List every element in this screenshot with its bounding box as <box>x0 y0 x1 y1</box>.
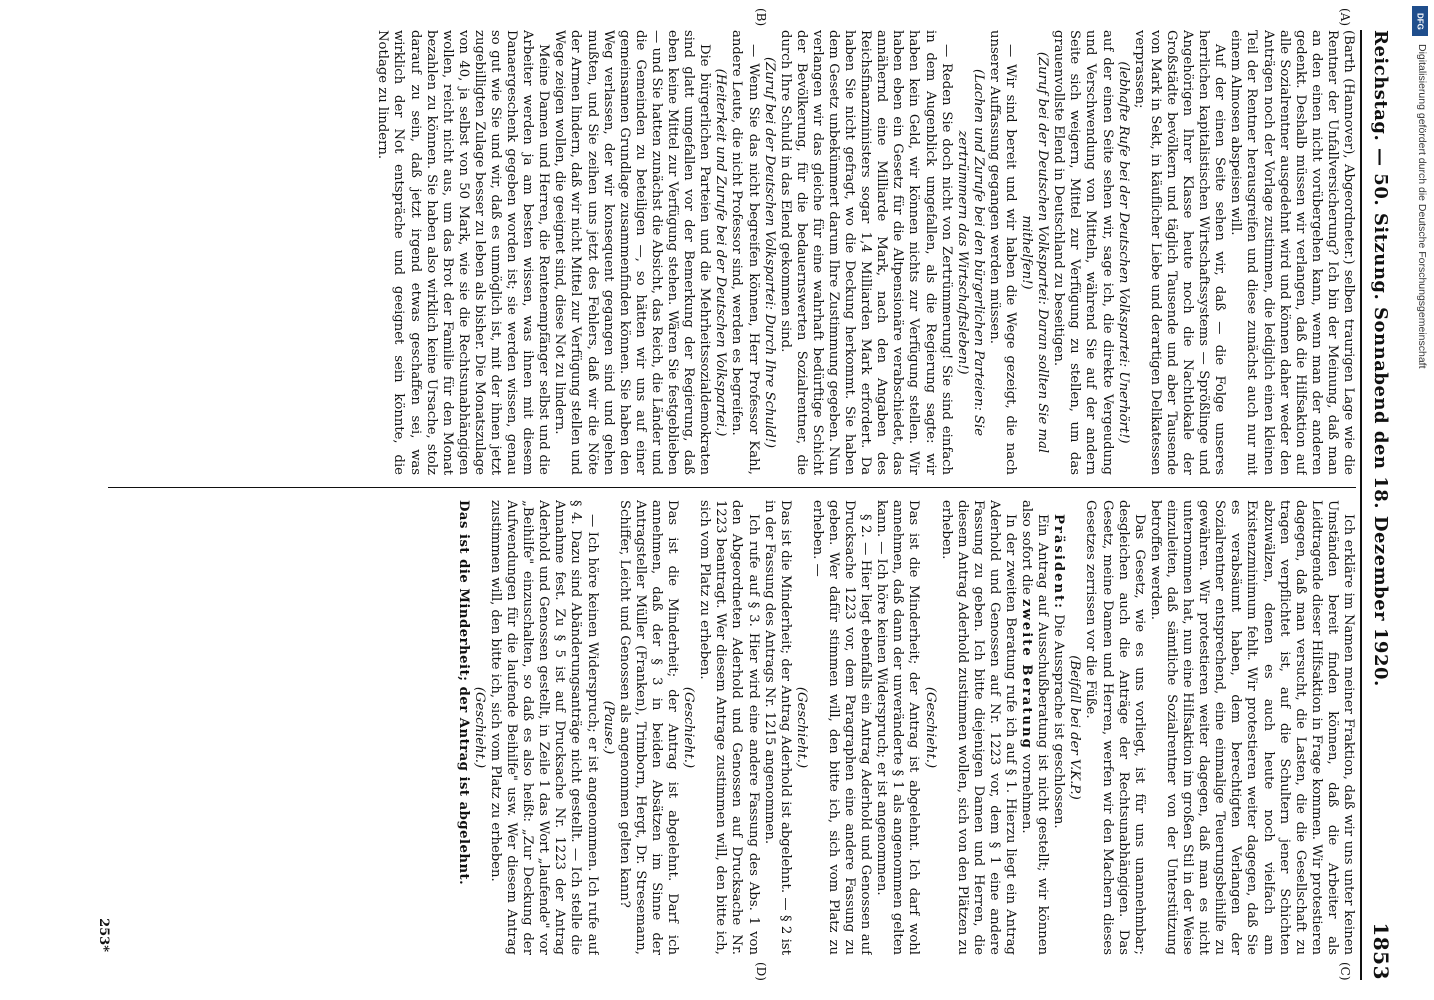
left-column <box>98 30 1356 475</box>
page-title: Reichstag. — 50. Sitzung. Sonnabend den 18. Dezember 1920. <box>1370 30 1392 687</box>
left-paragraph-8: Meine Damen und Herren, die Rentenempfänger selbst und die Arbeiter werden ja am besten wissen, was ihnen mit diesem Danaergeschenk gegeben worden ist; sie werden wissen, genau so gut wie Sie und wir, daß es unmöglich ist, mit der ihnen jetzt zugebilligten Zulage besser zu leben als bisher. Die Monatszulage von 40, ja selbst von 50 Mark, wie sie die Rechtsunabhängigen wollen, reicht nicht aus, um das Brot der Familie für den Monat bezahlen zu können. Sie haben also wirklich keine Ursache, stolz darauf zu sein, daß jetzt irgend etwas geschaffen sei, was wirklich der Not entspräche und geeignet sein könnte, die Notlage zu lindern. <box>375 30 552 475</box>
second-reading-intro: Ein Antrag auf Ausschußberatung ist nicht gestellt; wir können also sofort die <box>1019 500 1051 955</box>
right-interjection-3: (Geschieht.) <box>793 686 809 769</box>
right-paragraph-1: Ich erkläre im Namen meiner Fraktion, daß wir uns unter keinen Umständen bereit finden können, daß die Arbeiter als Leidtragende dieser Hilfsaktion in Frage kommen. Wir protestieren dagegen, daß man versucht, die Lasten, die die Gesellschaft zu tragen verpflichtet ist, auf die Schultern jener Schichten abzuwälzen, denen es auch heute noch vielfach am Existenzminimum fehlt. Wir protestieren weiter dagegen, daß Sie es verabsäumt haben, dem berechtigten Verlangen der Sozialrentner entsprechend, eine einmalige Teuerungsbeihilfe zu gewähren. Wir protestieren weiter dagegen, daß man es nicht unternommen hat, nun eine Hilfsaktion im großen Stil in der Weise einzuleiten, daß sämtliche Sozialrentner von der Unterstützung betroffen werden. <box>1147 500 1356 955</box>
margin-marker-a: (A) <box>1338 8 1352 27</box>
president-label: Präsident: <box>1051 514 1067 611</box>
right-paragraph-6: § 2. — Hier liegt ebenfalls ein Antrag Aderhold und Genossen auf Drucksache 1223 vor, dem Paragraphen eine andere Fassung zu geben. Wer dafür stimmen will, den bitte ich, sich vom Platz zu erheben. — <box>809 500 874 955</box>
left-interjection-3: (Lachen und Zurufe bei den bürgerlichen Parteien: Sie zertrümmern das Wirtschaftsleben!) <box>954 68 986 437</box>
right-paragraph-11 <box>455 500 471 955</box>
left-paragraph-2: Auf der einen Seite sehen wir, daß — die Folge unseres herrlichen kapitalistischen Wirtschaftssystems — Sprößlinge und Angehörigen Ihrer Klasse heute noch die Nachtlokale der Großstädte bevölkern und täglich Tausende und aber Tausende von Mark in Sekt, in käuflicher Liebe und derartigen Delikatessen verprassen; <box>1131 30 1228 475</box>
header-rule <box>1360 30 1362 980</box>
digitization-strip <box>1408 0 1434 1000</box>
left-paragraph-5: — Reden Sie doch nicht von Zertrümmerung! Sie sind einfach in dem Augenblick umgefallen, als die Regierung sagte: wir haben kein Geld, wir können nichts zur Verfügung stellen. Wir haben eben ein Gesetz für die Altpensionäre verabschiedet, das annähernd eine Milliarde Mark, nach den Angaben des Reichsfinanzministers sogar 1,4 Milliarden Mark erfordert. Da haben Sie nicht gefragt, wo die Deckung herkommt. Sie haben dem Gesetz unbekümmert darum Ihre Zustimmung gegeben. Nun verlangen wir das gleiche für eine wahrhaft bedürftige Schicht der Bevölkerung, für die bedauernswerten Sozialrentner, die durch Ihre Schuld in das Elend gekommen sind. <box>777 30 954 475</box>
right-final-result: Das ist die Minderheit; der Antrag ist abgelehnt. <box>455 500 471 886</box>
dfg-logo-icon: DFG <box>1412 6 1428 36</box>
margin-marker-b: (B) <box>754 8 768 27</box>
right-paragraph-3 <box>1018 500 1050 955</box>
right-interjection-4: (Geschieht.) <box>681 686 697 769</box>
right-interjection-1: (Beifall bei der V.K.P.) <box>1067 655 1083 800</box>
sheet-number: 253* <box>96 918 111 952</box>
margin-marker-d: (D) <box>754 962 768 981</box>
right-paragraph-2: Das Gesetz, wie es uns vorliegt, ist für uns unannehmbar; desgleichen auch die Anträge der Rechtsunabhängigen. Das Gesetz, meine Damen und Herren, werfen wir den Machern dieses Gesetzes zerrissen vor die Füße. <box>1083 500 1147 955</box>
left-interjection-4: (Zuruf bei der Deutschen Volkspartei: Durch Ihre Schuld!) <box>761 56 777 449</box>
left-interjection-5: (Heiterkeit und Zurufe bei der Deutschen Volkspartei.) <box>713 68 729 437</box>
right-interjection-2: (Geschieht.) <box>922 686 938 769</box>
left-paragraph-4: — Wir sind bereit und wir haben die Wege gezeigt, die nach unserer Auffassung gegangen werden müssen. <box>986 30 1019 475</box>
left-paragraph-1: (Barth (Hannover), Abgeordneter.) selben traurigen Lage wie die Rentner der Unfallversicherung? Ich bin der Meinung, daß man an den einen nicht vorübergehen kann, wenn man der anderen gedenkt. Deshalb müssen wir verlangen, daß die Hilfsaktion auf alle Sozialrentner ausgedehnt wird und können daher weder den Anträgen noch der Vorlage zustimmen, die lediglich einen kleinen Teil der Rentner herausgreifen und diese zunächst auch nur mit einem Almosen abspeisen will. <box>1228 30 1356 475</box>
right-paragraph-10: — Ich höre keinen Widerspruch; er ist angenommen. Ich rufe auf § 4. Dazu sind Abänderungsanträge nicht gestellt. — Ich stelle die Annahme fest. Zu § 5 ist auf Drucksache Nr. 1223 der Antrag Aderhold und Genossen gestellt, in Zeile 1 das Wort „laufende" vor „Beihilfe" einzuschalten, so daß es also heißt: „Zur Deckung der Aufwendungen für die laufende Beihilfe" usw. Wer diesem Antrag zustimmen will, den bitte ich, sich vom Platz zu erheben. <box>488 500 600 955</box>
digitization-note: Digitalisierung gefördert durch die Deutsche Forschungsgemeinschaft <box>1416 44 1428 369</box>
right-paragraph-9: Das ist die Minderheit; der Antrag ist abgelehnt. Darf ich annehmen, daß der § 3 in beiden Absätzen im Sinne der Antragsteller Müller (Franken), Trimborn, Hergt, Dr. Stresemann, Schiffer, Leicht und Genossen als angenommen gelten kann? <box>616 500 681 955</box>
right-interjection-5: (Pause.) <box>600 700 616 755</box>
right-paragraph-7: Das ist die Minderheit; der Antrag Aderhold ist abgelehnt. — § 2 ist in der Fassung des Antrags Nr. 1215 angenommen. <box>761 500 793 955</box>
right-paragraph-5: Das ist die Minderheit; der Antrag ist abgelehnt. Ich darf wohl annehmen, daß dann der unveränderte § 1 als angenommen gelten kann. — Ich höre keinen Widerspruch; er ist angenommen. <box>874 500 922 955</box>
page-header <box>1364 30 1398 980</box>
second-reading-heading: zweite Beratung <box>1019 598 1035 750</box>
right-interjection-6: (Geschieht.) <box>471 686 487 769</box>
column-divider <box>108 487 1356 488</box>
right-paragraph-4: In der zweiten Beratung rufe ich auf § 1. Hierzu liegt ein Antrag Aderhold und Genossen auf Nr. 1223 vor, dem § 1 eine andere Fassung zu geben. Ich bitte diejenigen Damen und Herren, die diesem Antrag Aderhold zustimmen wollen, sich von den Plätzen zu erheben. <box>938 500 1019 955</box>
left-paragraph-3: auf der einen Seite sehen wir, sage ich, die direkte Vergeudung und Verschwendung von Mitteln, während Sie auf der andern Seite sich weigern, Mittel zur Verfügung zu stellen, um das grauenvollste Elend in Deutschland zu beseitigen. <box>1051 30 1115 475</box>
president-text: Die Aussprache ist geschlossen. <box>1051 614 1067 829</box>
scanned-page-viewport <box>78 0 1408 1000</box>
left-interjection-2: (Zuruf bei der Deutschen Volkspartei: Daran sollten Sie mal mithelfen!) <box>1019 51 1051 454</box>
right-paragraph-8: Ich rufe auf § 3. Hier wird eine andere Fassung des Abs. 1 von den Abgeordneten Aderhold und Genossen auf Drucksache Nr. 1223 beantragt. Wer diesem Antrage zustimmen will, den bitte ich, sich vom Platz zu erheben. <box>697 500 761 955</box>
left-paragraph-7: Die bürgerlichen Parteien und die Mehrheitssozialdemokraten sind glatt umgefallen vor der Bemerkung der Regierung, daß eben keine Mittel zur Verfügung stehen. Wären Sie festgeblieben — und Sie hatten zunächst die Absicht, das Reich, die Länder und die Gemeinden zu beteiligen —, so hätten wir uns auf einer gemeinsamen Grundlage zusammenfinden können. Sie haben den Weg verlassen, der wir konsequent gegangen sind und gehen mußten, und Sie zeihen uns jetzt des Fehlers, daß wir die Nöte der Armen lindern, daß wir nicht Mittel zur Verfügung stellen und Wege zeigen wollen, die geeignet sind, diese Not zu lindern. <box>552 30 713 475</box>
right-president-statement <box>1050 500 1066 955</box>
margin-marker-c: (C) <box>1338 962 1352 981</box>
second-reading-end: vornehmen. <box>1019 754 1035 834</box>
scanned-page <box>78 0 1408 1000</box>
page-number: 1853 <box>1369 922 1393 980</box>
right-column <box>98 500 1356 955</box>
left-interjection-1: (lebhafte Rufe bei der Deutschen Volkspartei: Unerhört!) <box>1115 61 1131 444</box>
left-paragraph-6: — Wenn Sie das nicht begreifen können, Herr Professor Kahl, andere Leute, die nicht Professor sind, werden es begreifen. <box>729 30 761 475</box>
